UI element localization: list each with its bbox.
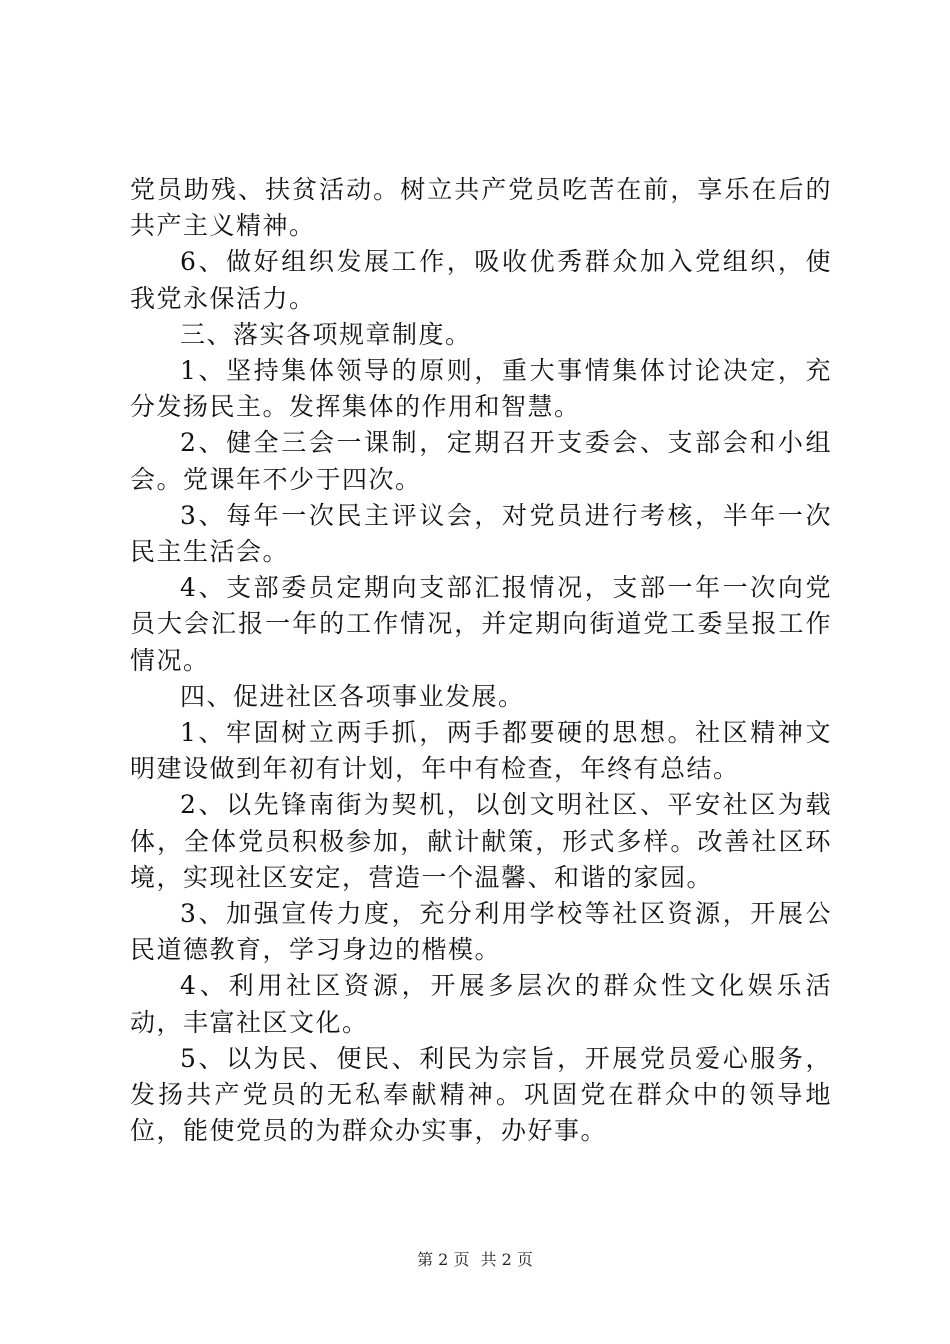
paragraph: 党员助残、扶贫活动。树立共产党员吃苦在前，享乐在后的共产主义精神。: [130, 175, 832, 241]
document-body: [130, 172, 832, 1149]
paragraph: 1、牢固树立两手抓，两手都要硬的思想。社区精神文明建设做到年初有计划，年中有检查，年终有总结。: [130, 718, 832, 784]
paragraph: 3、加强宣传力度，充分利用学校等社区资源，开展公民道德教育，学习身边的楷模。: [130, 899, 832, 965]
section-heading: 四、促进社区各项事业发展。: [180, 681, 525, 711]
page-total: 共 2 页: [480, 1250, 533, 1269]
page-footer: [0, 1250, 950, 1270]
paragraph: 2、以先锋南街为契机，以创文明社区、平安社区为载体，全体党员积极参加，献计献策，形式多样。改善社区环境，实现社区安定，营造一个温馨、和谐的家园。: [130, 790, 832, 892]
paragraph: 1、坚持集体领导的原则，重大事情集体讨论决定，充分发扬民主。发挥集体的作用和智慧。: [130, 356, 832, 422]
paragraph: 2、健全三会一课制，定期召开支委会、支部会和小组会。党课年不少于四次。: [130, 428, 832, 494]
section-heading: 三、落实各项规章制度。: [180, 319, 472, 349]
paragraph: 6、做好组织发展工作，吸收优秀群众加入党组织，使我党永保活力。: [130, 247, 832, 313]
paragraph: 5、以为民、便民、利民为宗旨，开展党员爱心服务，发扬共产党员的无私奉献精神。巩固党在群众中的领导地位，能使党员的为群众办实事，办好事。: [130, 1043, 832, 1146]
paragraph: 4、利用社区资源，开展多层次的群众性文化娱乐活动，丰富社区文化。: [130, 971, 832, 1037]
paragraph: 3、每年一次民主评议会，对党员进行考核，半年一次民主生活会。: [130, 500, 832, 567]
page-number: 第 2 页: [417, 1250, 470, 1269]
paragraph: 4、支部委员定期向支部汇报情况，支部一年一次向党员大会汇报一年的工作情况，并定期向街道党工委呈报工作情况。: [130, 573, 832, 675]
